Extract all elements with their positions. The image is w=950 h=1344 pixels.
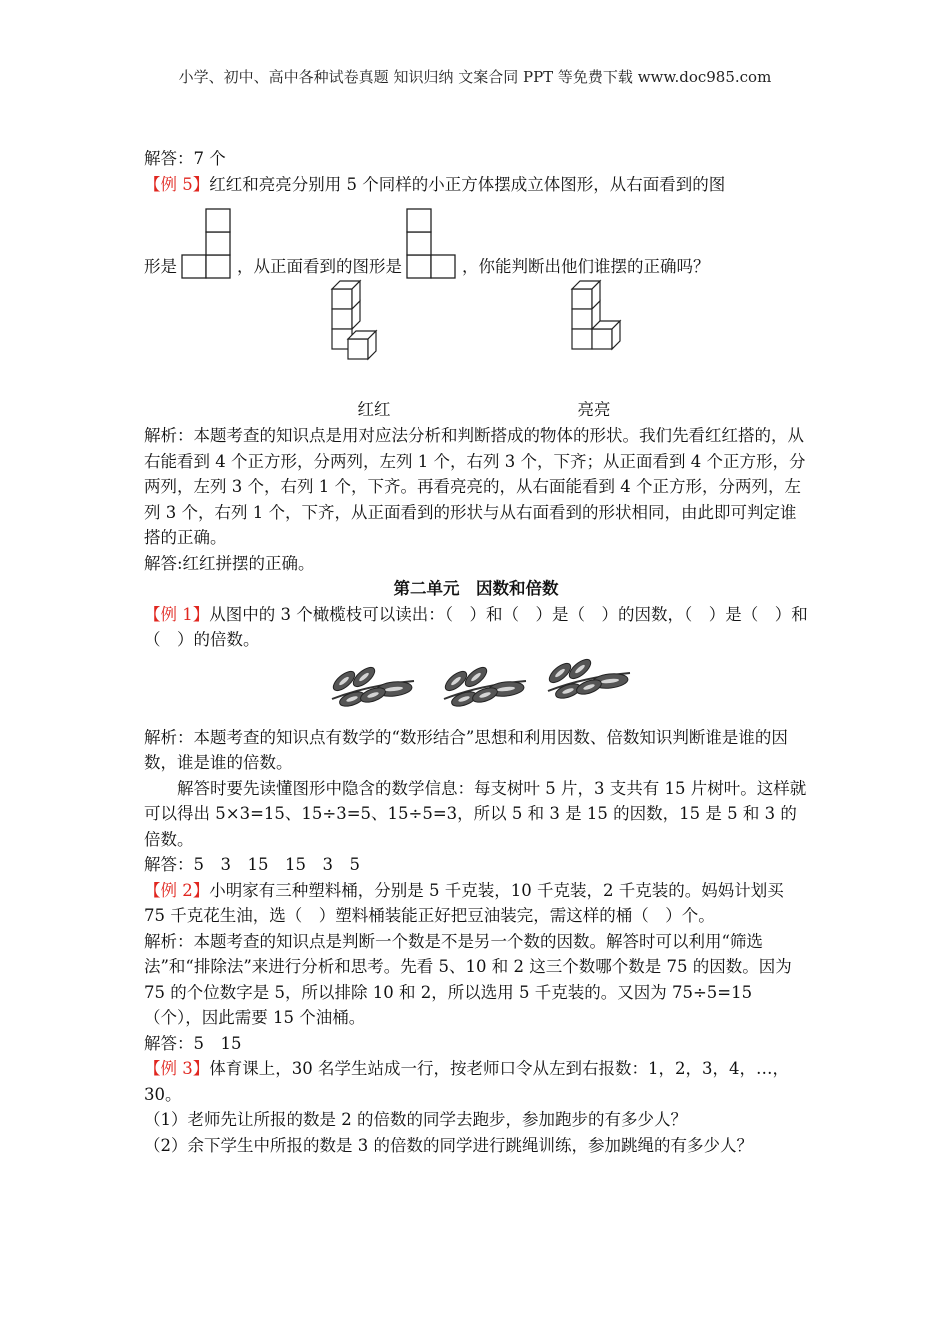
example-5-question bbox=[144, 172, 808, 198]
example-5-answer: 解答:红红拼摆的正确。 bbox=[144, 553, 315, 573]
unit2-example-1-question bbox=[144, 602, 808, 653]
page-header: 小学、初中、高中各种试卷真题 知识归纳 文案合同 PPT 等免费下载 www.doc985.com bbox=[178, 68, 772, 86]
caption-liangliang: 亮亮 bbox=[577, 400, 611, 419]
unit2-example-2-answer: 解答：5 15 bbox=[144, 1033, 242, 1053]
liangliang-cube-figure bbox=[570, 279, 636, 363]
caption-honghong: 红红 bbox=[357, 400, 391, 419]
unit2-example-1-answer: 解答：5 3 15 15 3 5 bbox=[144, 855, 360, 874]
right-view-figure bbox=[181, 207, 233, 279]
unit2-example-2-question bbox=[144, 878, 808, 929]
unit2-example-2-text: 小明家有三种塑料桶，分别是 5 千克装，10 千克装，2 千克装的。妈妈计划买 75 千克花生油，选（ ）塑料桶装能正好把豆油装完，需这样的桶（ ）个。 bbox=[144, 880, 784, 925]
example-tag: 【例 2】 bbox=[144, 880, 210, 900]
example-tag: 【例 1】 bbox=[144, 604, 210, 624]
example-5-text-2b: ，从正面看到的图形是 bbox=[237, 256, 402, 276]
unit2-example-1-text: 从图中的 3 个橄榄枝可以读出：（ ）和（ ）是（ ）的因数，（ ）是（ ）和（ ）的倍数。 bbox=[144, 604, 808, 649]
unit2-example-3-text: 体育课上，30 名学生站成一行，按老师口令从左到右报数：1，2，3，4，…，30。 bbox=[144, 1059, 789, 1104]
example-5-text-2a: 形是 bbox=[144, 256, 177, 276]
olive-branch-icon bbox=[544, 657, 632, 699]
olive-branch-icon bbox=[440, 665, 528, 707]
unit2-example-3-q1: （1）老师先让所报的数是 2 的倍数的同学去跑步，参加跑步的有多少人？ bbox=[144, 1110, 687, 1129]
example-tag: 【例 3】 bbox=[144, 1059, 210, 1078]
example-5-text: 红红和亮亮分别用 5 个同样的小正方体摆成立体图形，从右面看到的图 bbox=[209, 174, 726, 194]
prev-answer: 解答：7 个 bbox=[144, 149, 226, 168]
olive-branch-icon bbox=[328, 665, 416, 707]
cube-captions bbox=[144, 397, 808, 423]
unit2-example-1-explanation: 解答时要先读懂图形中隐含的数学信息：每支树叶 5 片，3 支共有 15 片树叶。这样就可以得出 5×3=15、15÷3=5、15÷5=3，所以 5 和 3 是 15 的因数，15 是 5 和 3 的倍数。 bbox=[144, 778, 807, 849]
unit2-example-3-question bbox=[144, 1056, 808, 1107]
honghong-cube-figure bbox=[330, 279, 386, 363]
unit2-example-1-analysis: 解析：本题考查的知识点有数学的“数形结合”思想和利用因数、倍数知识判断谁是谁的因数，谁是谁的倍数。 bbox=[144, 727, 788, 772]
unit-title: 第二单元 因数和倍数 bbox=[393, 579, 559, 598]
unit2-example-2-analysis: 解析：本题考查的知识点是判断一个数是不是另一个数的因数。解答时可以利用“筛选法”和“排除法”来进行分析和思考。先看 5、10 和 2 这三个数哪个数是 75 的因数。因为 75 的个位数字是 5，所以排除 10 和 2，所以选用 5 千克装的。又因为 75÷5=15（个），因此需要 15 个油桶。 bbox=[144, 931, 792, 1027]
unit2-example-3-q2: （2）余下学生中所报的数是 3 的倍数的同学进行跳绳训练，参加跳绳的有多少人？ bbox=[144, 1135, 753, 1155]
example-5-analysis: 解析：本题考查的知识点是用对应法分析和判断搭成的物体的形状。我们先看红红搭的，从右能看到 4 个正方形，分两列，左列 1 个，右列 3 个，下齐；从正面看到 4 个正方形，分两列，左列 3 个，右列 1 个，下齐。再看亮亮的，从右面能看到 4 个正方形，分两列，左列 3 个，右列 1 个，下齐，从正面看到的形状与从右面看到的形状相同，由此即可判定谁搭的正确。 bbox=[144, 426, 806, 547]
example-5-views-row bbox=[144, 197, 808, 279]
example-tag: 【例 5】 bbox=[144, 174, 210, 194]
document-body bbox=[144, 146, 808, 1158]
cube-figures bbox=[144, 279, 808, 397]
front-view-figure bbox=[406, 207, 458, 279]
example-5-text-2c: ，你能判断出他们谁摆的正确吗？ bbox=[462, 256, 710, 276]
olive-branches bbox=[144, 653, 808, 717]
